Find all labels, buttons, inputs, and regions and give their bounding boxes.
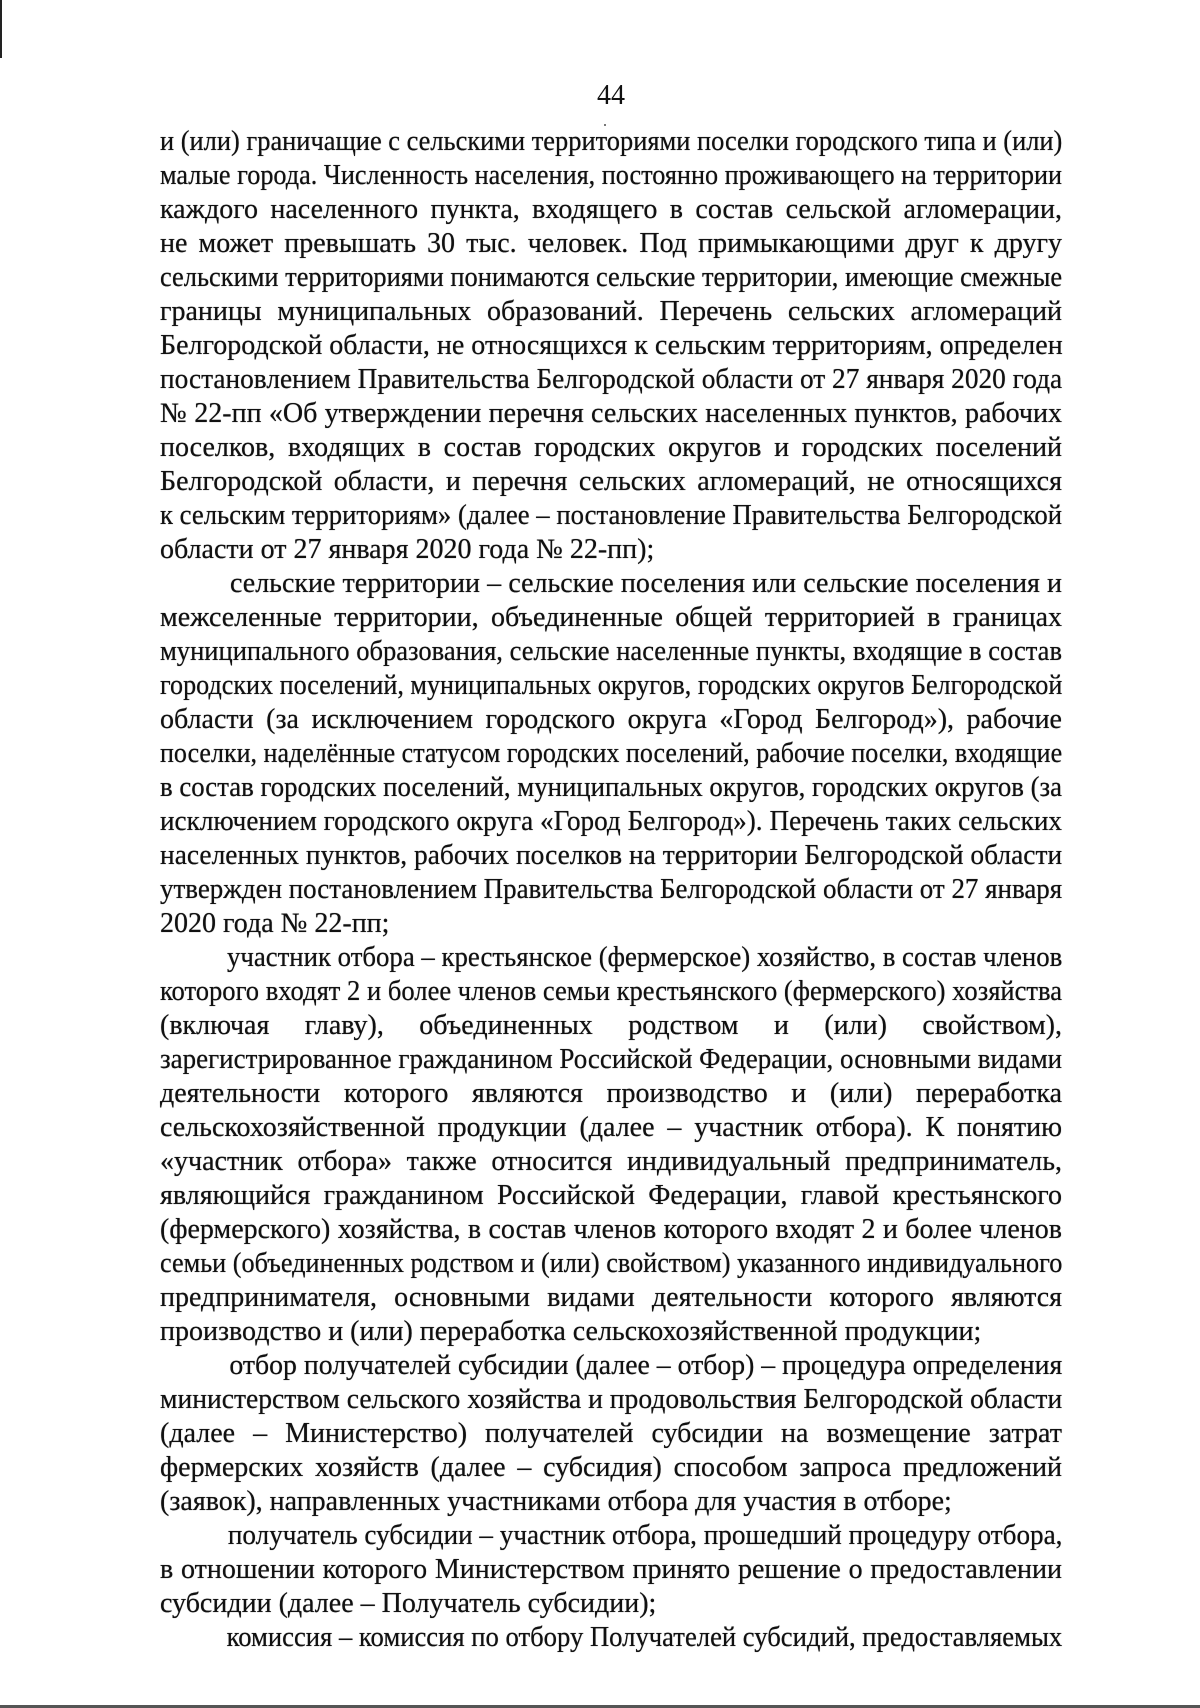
text-line: участник отбора – крестьянское (фермерское) хозяйство, в состав членов <box>226 942 1063 973</box>
text-line: являющийся гражданином Российской Федерации, главой крестьянского <box>160 1180 1062 1211</box>
text-line: городских поселений, муниципальных округов, городских округов Белгородской <box>160 670 1063 701</box>
text-line: (включая главу), объединенных родством и (или) свойством), <box>160 1010 1062 1041</box>
text-line: фермерских хозяйств (далее – субсидия) способом запроса предложений <box>160 1452 1062 1483</box>
text-line: «участник отбора» также относится индивидуальный предприниматель, <box>160 1146 1062 1177</box>
text-line: комиссия – комиссия по отбору Получателей субсидий, предоставляемых <box>226 1622 1063 1653</box>
text-line: каждого населенного пункта, входящего в состав сельской агломерации, <box>160 194 1062 225</box>
text-line: и (или) граничащие с сельскими территориями поселки городского типа и (или) <box>160 126 1063 157</box>
text-line: № 22-пп «Об утверждении перечня сельских населенных пунктов, рабочих <box>160 398 1062 429</box>
text-line: области (за исключением городского округа «Город Белгород»), рабочие <box>160 704 1062 735</box>
paragraph <box>160 1519 1062 1621</box>
text-line: семьи (объединенных родством и (или) свойством) указанного индивидуального <box>160 1248 1063 1279</box>
text-line: постановлением Правительства Белгородской области от 27 января 2020 года <box>160 364 1063 395</box>
text-line: муниципального образования, сельские населенные пункты, входящие в состав <box>160 636 1062 667</box>
text-line: населенных пунктов, рабочих поселков на территории Белгородской области <box>160 840 1063 871</box>
paragraph <box>160 1349 1062 1519</box>
text-line: зарегистрированное гражданином Российской Федерации, основными видами <box>160 1044 1063 1075</box>
text-line: границы муниципальных образований. Перечень сельских агломераций <box>160 296 1062 327</box>
paragraph <box>160 1621 1062 1655</box>
text-line: утвержден постановлением Правительства Белгородской области от 27 января <box>160 874 1063 905</box>
text-line: (заявок), направленных участниками отбора для участия в отборе; <box>160 1486 952 1517</box>
text-line: не может превышать 30 тыс. человек. Под примыкающими друг к другу <box>160 228 1062 259</box>
text-line: в состав городских поселений, муниципальных округов, городских округов (за <box>160 772 1062 803</box>
paragraph <box>160 941 1062 1349</box>
text-line: (далее – Министерство) получателей субсидии на возмещение затрат <box>160 1418 1062 1449</box>
text-line: исключением городского округа «Город Белгород»). Перечень таких сельских <box>160 806 1062 837</box>
text-line: отбор получателей субсидии (далее – отбор) – процедура определения <box>229 1350 1063 1381</box>
text-line: субсидии (далее – Получатель субсидии); <box>160 1588 657 1619</box>
text-line: в отношении которого Министерством принято решение о предоставлении <box>160 1554 1062 1585</box>
document-body <box>160 125 1062 1655</box>
text-line: (фермерского) хозяйства, в состав членов которого входят 2 и более членов <box>160 1214 1062 1245</box>
text-line: сельские территории – сельские поселения или сельские поселения и <box>230 568 1062 599</box>
text-line: области от 27 января 2020 года № 22-пп); <box>160 534 655 565</box>
text-line: деятельности которого являются производство и (или) переработка <box>160 1078 1062 1109</box>
text-line: сельскими территориями понимаются сельские территории, имеющие смежные <box>160 262 1063 293</box>
text-line: межселенные территории, объединенные общей территорией в границах <box>160 602 1062 633</box>
text-line: министерством сельского хозяйства и продовольствия Белгородской области <box>160 1384 1063 1415</box>
text-line: Белгородской области, и перечня сельских агломераций, не относящихся <box>160 466 1062 497</box>
paragraph <box>160 125 1062 567</box>
page-number: 44 <box>597 80 625 111</box>
text-line: которого входят 2 и более членов семьи крестьянского (фермерского) хозяйства <box>160 976 1062 1007</box>
text-line: производство и (или) переработка сельскохозяйственной продукции; <box>160 1316 982 1347</box>
text-line: предпринимателя, основными видами деятельности которого являются <box>160 1282 1062 1313</box>
text-line: к сельским территориям» (далее – постановление Правительства Белгородской <box>160 500 1062 531</box>
text-line: поселков, входящих в состав городских округов и городских поселений <box>160 432 1062 463</box>
text-line: 2020 года № 22-пп; <box>160 908 390 939</box>
text-line: получатель субсидии – участник отбора, прошедший процедуру отбора, <box>227 1520 1063 1551</box>
text-line: Белгородской области, не относящихся к сельским территориям, определен <box>160 330 1063 361</box>
text-line: поселки, наделённые статусом городских поселений, рабочие поселки, входящие <box>160 738 1063 769</box>
scan-edge-mark <box>0 0 2 58</box>
text-line: малые города. Численность населения, постоянно проживающего на территории <box>160 160 1062 191</box>
paragraph <box>160 567 1062 941</box>
text-line: сельскохозяйственной продукции (далее – участник отбора). К понятию <box>160 1112 1062 1143</box>
